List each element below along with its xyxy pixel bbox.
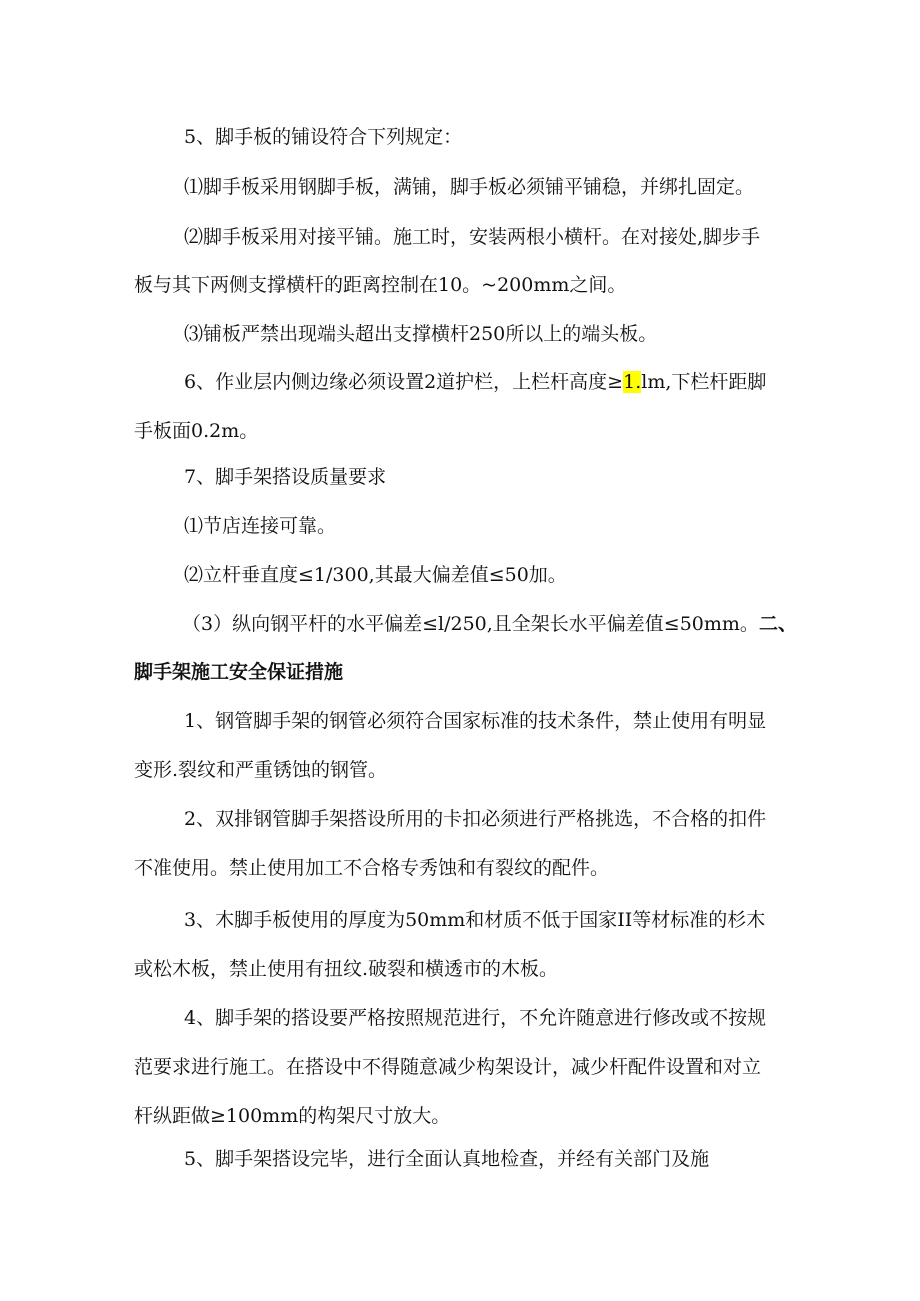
text-line: 板与其下两侧支撑横杆的距离控制在10。~200mm之间。 (134, 274, 627, 296)
text-line: ⑵立杆垂直度≤1/300,其最大偏差值≤50加。 (184, 564, 567, 586)
text-line: 范要求进行施工。在搭设中不得随意减少构架设计，减少杆配件设置和对立 (134, 1056, 762, 1078)
text-line: 7、脚手架搭设质量要求 (184, 466, 387, 488)
text-line: 3、木脚手板使用的厚度为50mm和材质不低于国家II等材标准的杉木 (184, 909, 766, 931)
text-line: 不准使用。禁止使用加工不合格专秀蚀和有裂纹的配件。 (134, 857, 610, 879)
text-line: ⑶铺板严禁出现端头超出支撑横杆250所以上的端头板。 (184, 323, 658, 345)
text-line: 2、双排钢管脚手架搭设所用的卡扣必须进行严格挑选，不合格的扣件 (184, 808, 767, 830)
text-line: 5、脚手架搭设完毕，进行全面认真地检查，并经有关部门及施 (184, 1148, 710, 1170)
section-heading: 脚手架施工安全保证措施 (134, 661, 344, 683)
highlighted-text: 1. (623, 371, 642, 393)
text-line: ⑵脚手板采用对接平铺。施工时，安装两根小横杆。在对接处,脚步手 (184, 226, 761, 248)
text-line (182, 611, 920, 637)
text-line: 变形.裂纹和严重锈蚀的钢管。 (134, 759, 388, 781)
section-number: 二、 (758, 613, 797, 635)
text-line: 4、脚手架的搭设要严格按照规范进行，不允许随意进行修改或不按规 (184, 1007, 767, 1029)
text-line: 手板面0.2m。 (134, 420, 259, 442)
text-line: 或松木板，禁止使用有扭纹.破裂和横透市的木板。 (134, 958, 559, 980)
text-segment: lm,下栏杆距脚 (641, 371, 767, 393)
text-line: 1、钢管脚手架的钢管必须符合国家标准的技术条件，禁止使用有明显 (184, 710, 767, 732)
text-segment: （3）纵向钢平杆的水平偏差≤l/250,且全架长水平偏差值≤50mm。 (182, 613, 759, 635)
text-line: ⑴脚手板采用钢脚手板，满铺，脚手板必须铺平铺稳，并绑扎固定。 (184, 176, 755, 198)
text-line (184, 369, 920, 395)
text-line: 5、脚手板的铺设符合下列规定： (184, 126, 463, 148)
text-segment: 6、作业层内侧边缘必须设置2道护栏，上栏杆高度≥ (184, 371, 624, 393)
text-line: ⑴节店连接可靠。 (184, 515, 337, 537)
text-line: 杆纵距做≥100mm的构架尺寸放大。 (134, 1105, 451, 1127)
